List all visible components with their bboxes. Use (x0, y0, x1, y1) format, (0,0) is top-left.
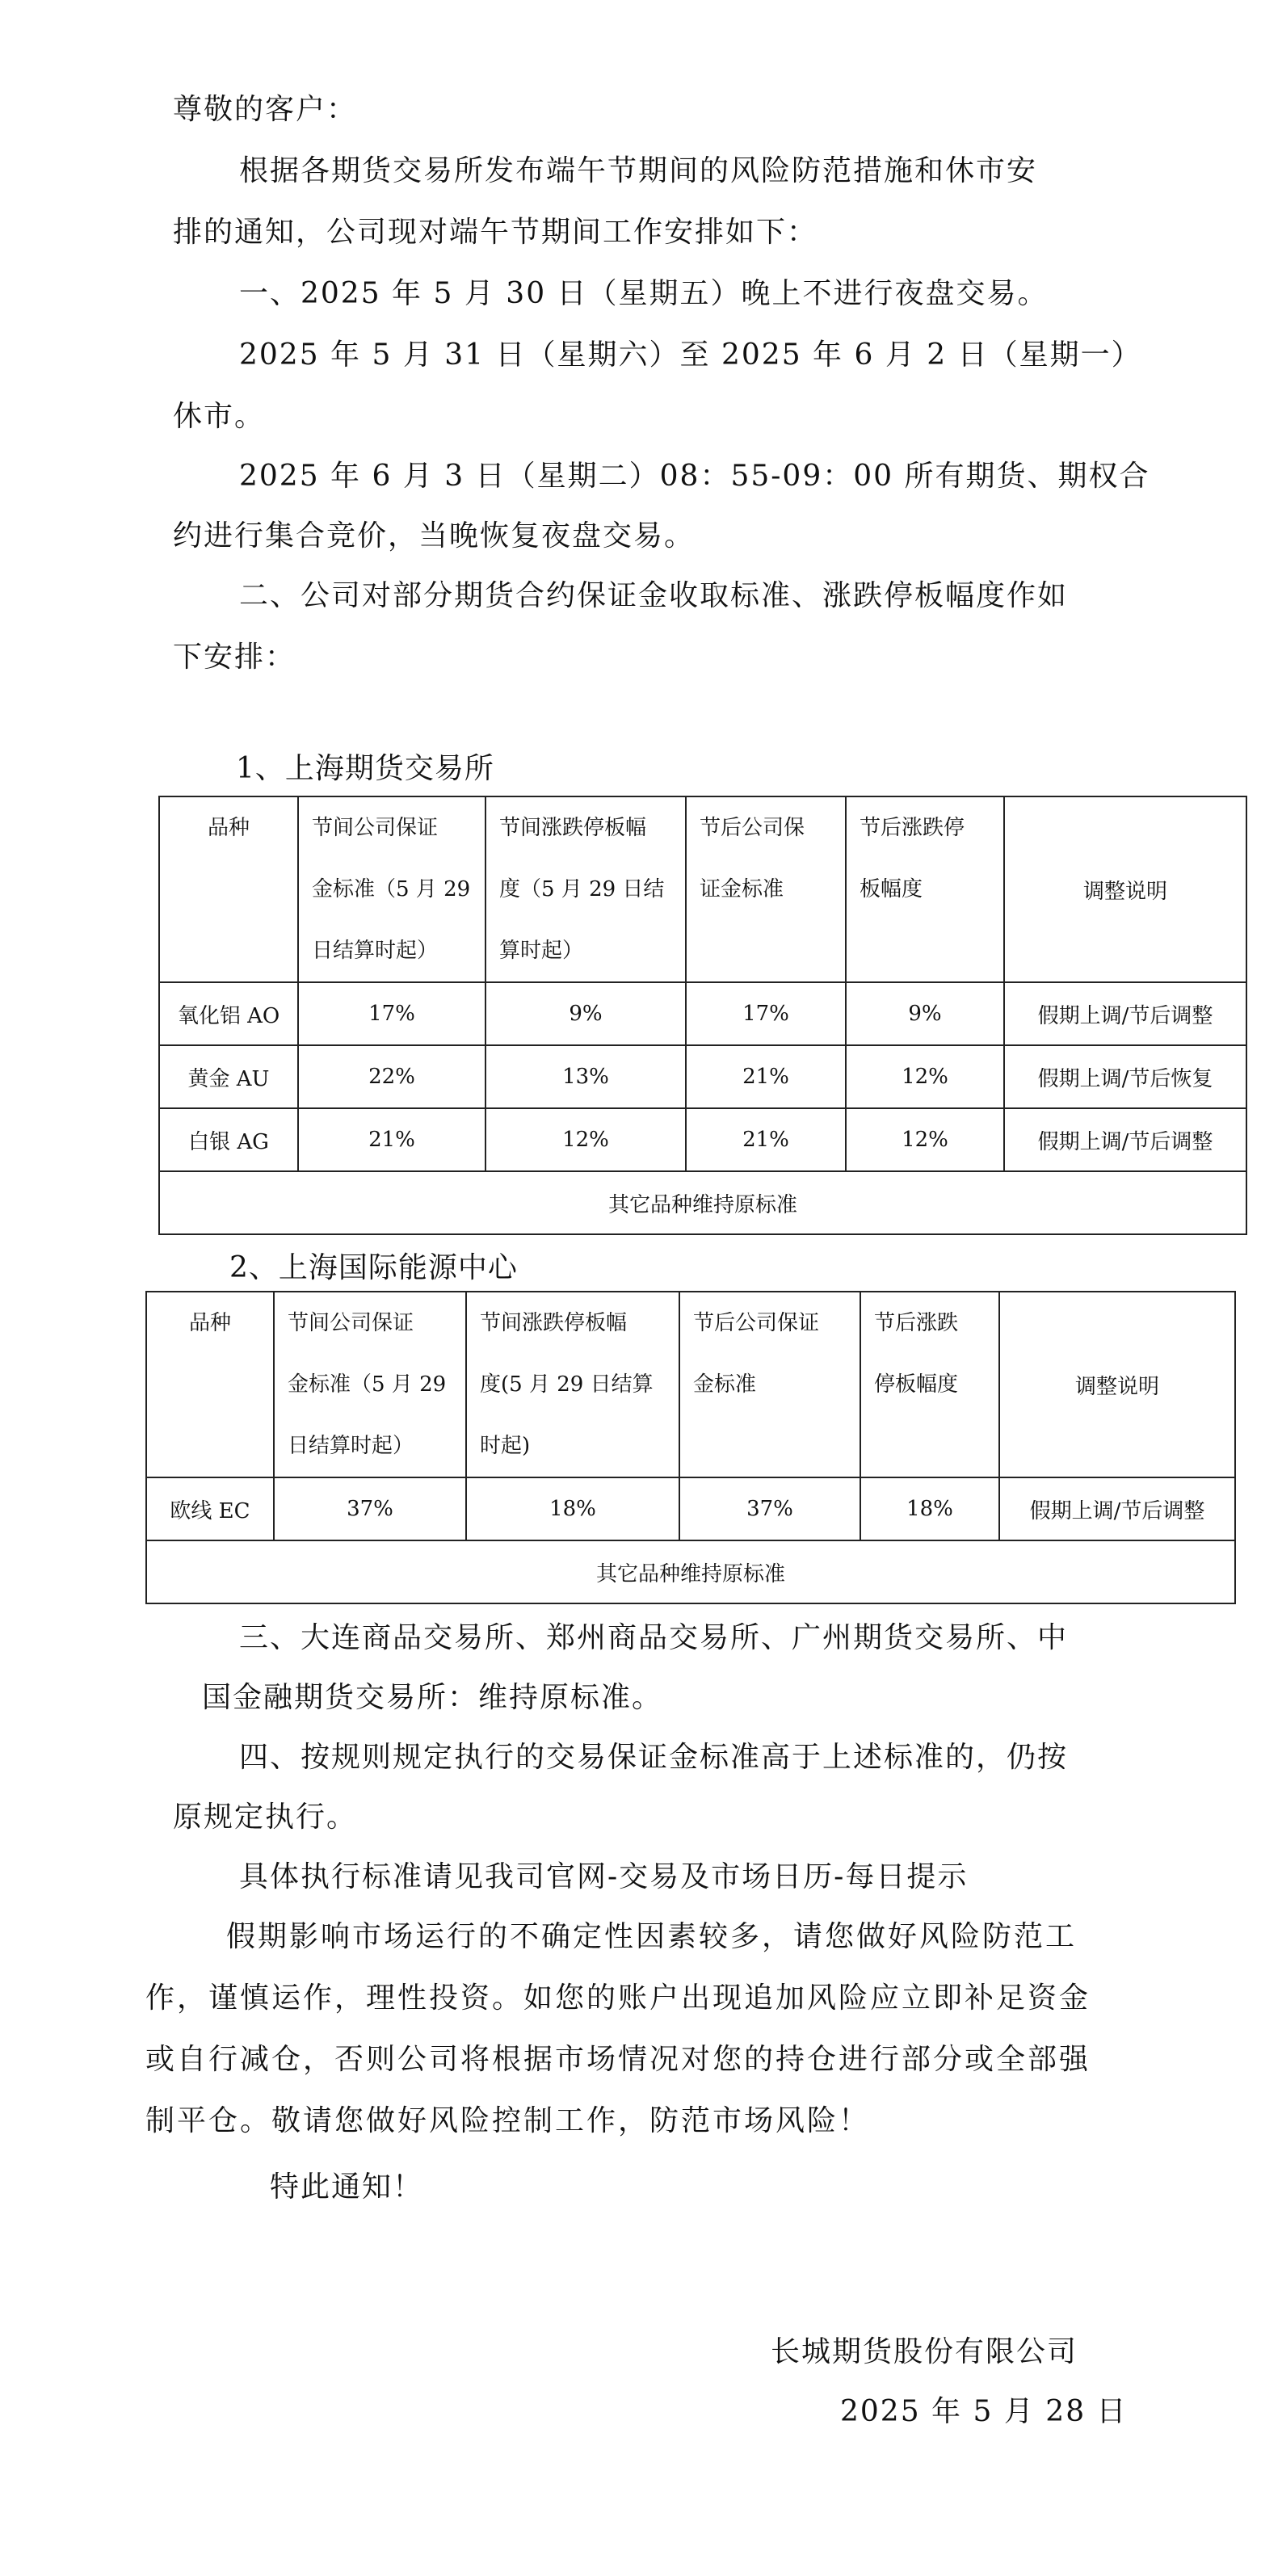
table2-header-holiday-margin: 节间公司保证 金标准（5 月 29 日结算时起） (274, 1292, 466, 1477)
risk-line-2: 作，谨慎运作，理性投资。如您的账户出现追加风险应立即补足资金 (145, 1981, 1091, 2015)
table2-header-holiday-limit: 节间涨跌停板幅 度(5 月 29 日结算 时起) (466, 1292, 679, 1477)
table2-header-variety: 品种 (146, 1292, 274, 1477)
table1-title: 1、上海期货交易所 (236, 752, 494, 785)
table1-cell: 12% (485, 1108, 686, 1171)
table2-header-post-limit: 节后涨跌 停板幅度 (860, 1292, 999, 1477)
section1-line-4: 2025 年 6 月 3 日（星期二）08：55-09：00 所有期货、期权合 (239, 460, 1150, 493)
table2-header-note: 调整说明 (999, 1292, 1235, 1477)
table1-cell: 21% (298, 1108, 485, 1171)
table1-cell: 17% (298, 982, 485, 1045)
section1-line-2: 2025 年 5 月 31 日（星期六）至 2025 年 6 月 2 日（星期一） (239, 338, 1142, 372)
table1-header-note: 调整说明 (1004, 796, 1246, 982)
table1-cell: 9% (485, 982, 686, 1045)
section1-line-5: 约进行集合竞价，当晚恢复夜盘交易。 (173, 519, 696, 553)
table1-header-post-limit: 节后涨跌停 板幅度 (846, 796, 1004, 982)
section2-line-2: 下安排： (173, 641, 296, 674)
table-row (146, 1477, 1235, 1540)
table2-cell-variety: 欧线 EC (146, 1477, 274, 1540)
risk-line-1: 假期影响市场运行的不确定性因素较多，请您做好风险防范工 (226, 1920, 1078, 1953)
table2-footer-row (146, 1540, 1235, 1603)
specific-standard-note: 具体执行标准请见我司官网-交易及市场日历-每日提示 (239, 1860, 969, 1893)
risk-line-3: 或自行减仓，否则公司将根据市场情况对您的持仓进行部分或全部强 (145, 2043, 1091, 2076)
table2-footer: 其它品种维持原标准 (146, 1540, 1235, 1603)
signature-company: 长城期货股份有限公司 (771, 2335, 1078, 2368)
table1-cell: 21% (686, 1108, 846, 1171)
table2-cell: 37% (679, 1477, 860, 1540)
table1-cell-note: 假期上调/节后恢复 (1004, 1045, 1246, 1108)
table1-cell-note: 假期上调/节后调整 (1004, 1108, 1246, 1171)
signature-date: 2025 年 5 月 28 日 (840, 2395, 1128, 2428)
table1-header-holiday-margin: 节间公司保证 金标准（5 月 29 日结算时起） (298, 796, 485, 982)
table-shfe (158, 796, 1247, 1235)
table1-cell: 9% (846, 982, 1004, 1045)
closing-notice: 特此通知！ (270, 2170, 424, 2204)
table1-cell: 21% (686, 1045, 846, 1108)
table1-header-row (159, 796, 1246, 982)
table1-footer: 其它品种维持原标准 (159, 1171, 1246, 1234)
table-row (159, 1045, 1246, 1108)
intro-line-2: 排的通知，公司现对端午节期间工作安排如下： (173, 216, 818, 249)
section3-line-2: 国金融期货交易所：维持原标准。 (202, 1681, 663, 1714)
table1-header-post-margin: 节后公司保 证金标准 (686, 796, 846, 982)
intro-line-1: 根据各期货交易所发布端午节期间的风险防范措施和休市安 (239, 154, 1038, 187)
section4-line-2: 原规定执行。 (173, 1801, 358, 1834)
section1-line-3: 休市。 (173, 400, 266, 433)
table2-cell: 18% (860, 1477, 999, 1540)
table1-cell-variety: 氧化铝 AO (159, 982, 298, 1045)
table1-cell-variety: 黄金 AU (159, 1045, 298, 1108)
table1-header-holiday-limit: 节间涨跌停板幅 度（5 月 29 日结 算时起） (485, 796, 686, 982)
table2-title: 2、上海国际能源中心 (229, 1251, 518, 1284)
section4-line-1: 四、按规则规定执行的交易保证金标准高于上述标准的，仍按 (239, 1741, 1069, 1774)
table1-cell: 12% (846, 1108, 1004, 1171)
table-row (159, 1108, 1246, 1171)
table1-header-variety: 品种 (159, 796, 298, 982)
table1-cell: 17% (686, 982, 846, 1045)
table1-cell: 22% (298, 1045, 485, 1108)
section1-line-1: 一、2025 年 5 月 30 日（星期五）晚上不进行夜盘交易。 (239, 277, 1049, 310)
table1-cell-variety: 白银 AG (159, 1108, 298, 1171)
table2-header-row (146, 1292, 1235, 1477)
risk-line-4: 制平仓。敬请您做好风险控制工作，防范市场风险！ (145, 2104, 871, 2137)
table2-cell: 37% (274, 1477, 466, 1540)
table2-cell: 18% (466, 1477, 679, 1540)
section2-line-1: 二、公司对部分期货合约保证金收取标准、涨跌停板幅度作如 (239, 579, 1069, 612)
section3-line-1: 三、大连商品交易所、郑州商品交易所、广州期货交易所、中 (239, 1621, 1069, 1654)
table2-header-post-margin: 节后公司保证 金标准 (679, 1292, 860, 1477)
table2-cell-note: 假期上调/节后调整 (999, 1477, 1235, 1540)
table1-cell-note: 假期上调/节后调整 (1004, 982, 1246, 1045)
table1-footer-row (159, 1171, 1246, 1234)
table1-cell: 13% (485, 1045, 686, 1108)
table-ine (145, 1291, 1236, 1604)
table1-cell: 12% (846, 1045, 1004, 1108)
salutation: 尊敬的客户： (173, 93, 358, 126)
table-row (159, 982, 1246, 1045)
